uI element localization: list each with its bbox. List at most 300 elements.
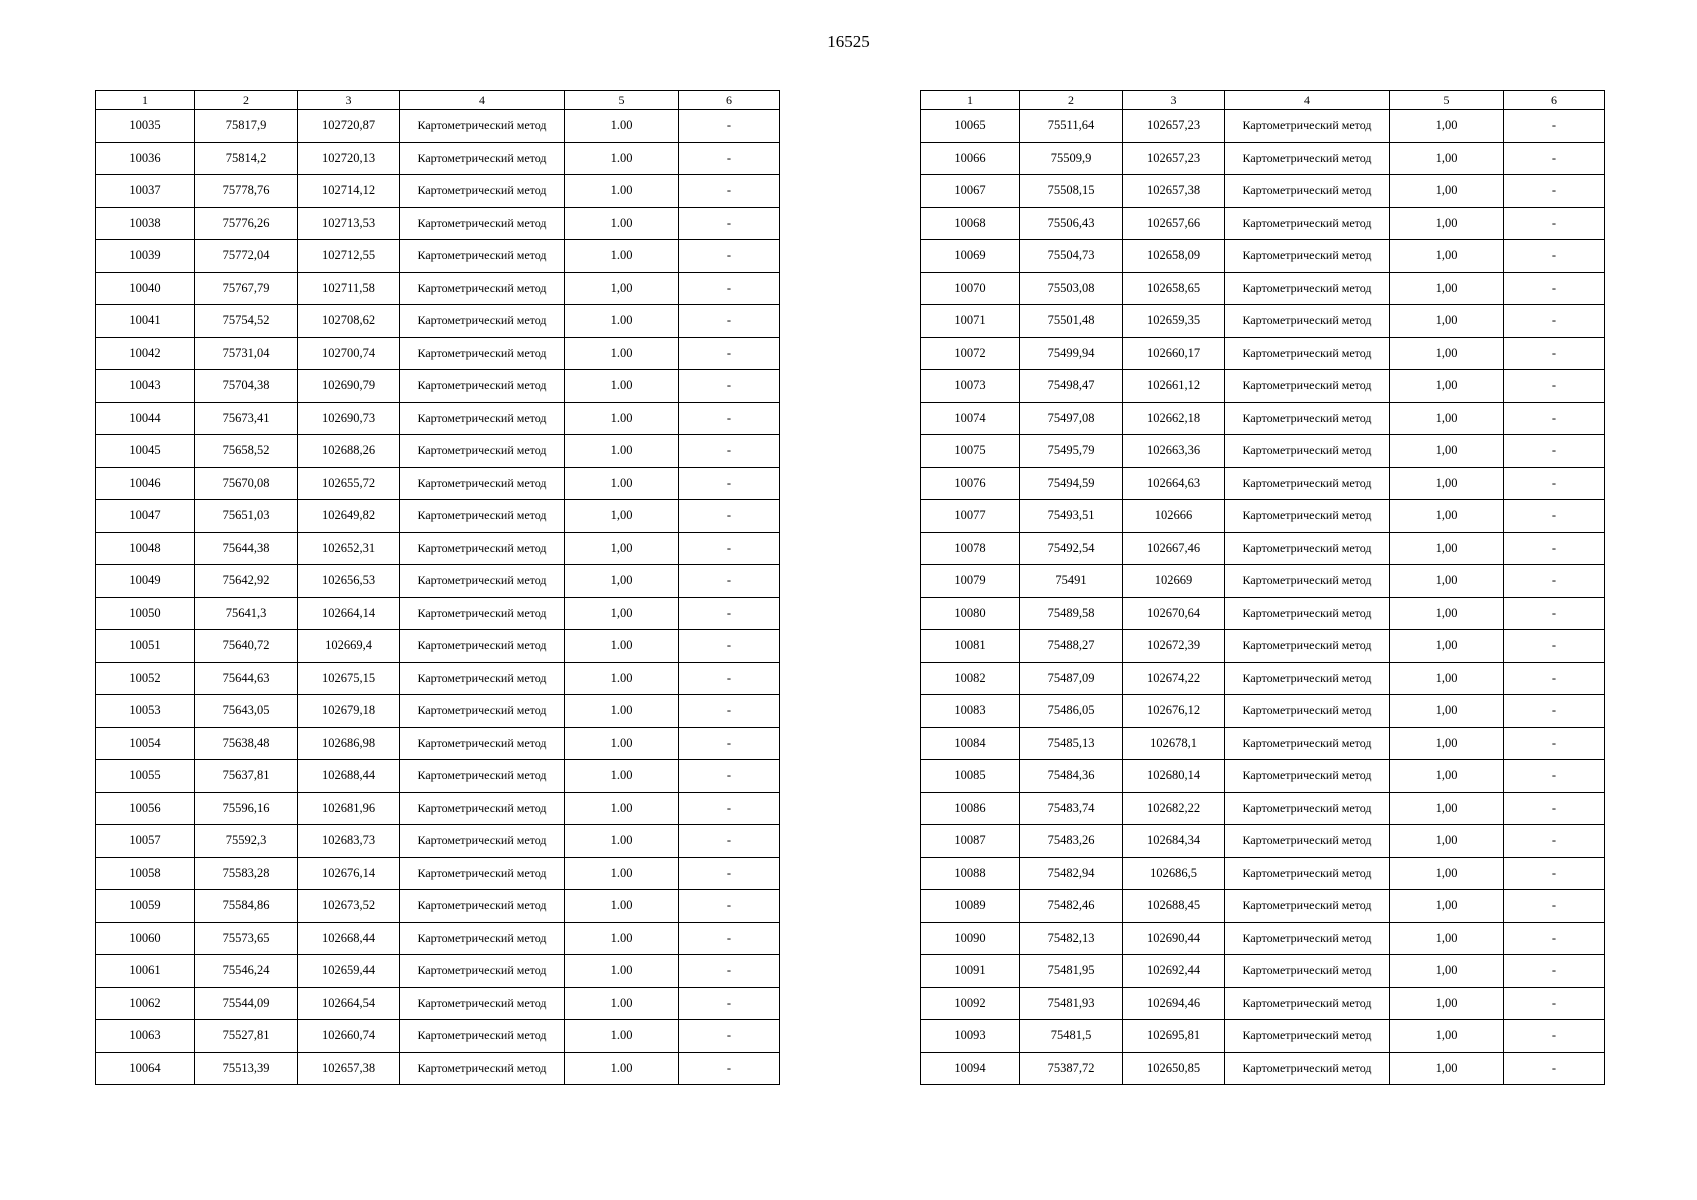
table-row — [921, 435, 1605, 468]
x-coordinate-cell: 75658,52 — [195, 435, 298, 468]
x-coordinate-cell: 75486,05 — [1020, 695, 1123, 728]
table-row — [921, 1020, 1605, 1053]
point-number-cell: 10045 — [96, 435, 195, 468]
point-number-cell: 10036 — [96, 142, 195, 175]
x-coordinate-cell: 75495,79 — [1020, 435, 1123, 468]
y-coordinate-cell: 102657,38 — [1123, 175, 1225, 208]
table-row — [921, 500, 1605, 533]
description-cell: - — [1504, 825, 1605, 858]
accuracy-cell: 1.00 — [565, 727, 679, 760]
accuracy-cell: 1.00 — [565, 467, 679, 500]
point-number-cell: 10084 — [921, 727, 1020, 760]
x-coordinate-cell: 75644,38 — [195, 532, 298, 565]
x-coordinate-cell: 75573,65 — [195, 922, 298, 955]
point-number-cell: 10086 — [921, 792, 1020, 825]
table-row — [921, 337, 1605, 370]
description-cell: - — [1504, 110, 1605, 143]
y-coordinate-cell: 102650,85 — [1123, 1052, 1225, 1085]
table-row — [96, 370, 780, 403]
description-cell: - — [679, 467, 780, 500]
point-number-cell: 10050 — [96, 597, 195, 630]
y-coordinate-cell: 102659,44 — [298, 955, 400, 988]
method-cell: Картометрический метод — [400, 597, 565, 630]
accuracy-cell: 1,00 — [1390, 305, 1504, 338]
method-cell: Картометрический метод — [400, 175, 565, 208]
y-coordinate-cell: 102695,81 — [1123, 1020, 1225, 1053]
y-coordinate-cell: 102667,46 — [1123, 532, 1225, 565]
table-row — [921, 792, 1605, 825]
point-number-cell: 10055 — [96, 760, 195, 793]
accuracy-cell: 1,00 — [1390, 500, 1504, 533]
table-row — [921, 760, 1605, 793]
table-row — [921, 857, 1605, 890]
y-coordinate-cell: 102657,66 — [1123, 207, 1225, 240]
accuracy-cell: 1,00 — [1390, 695, 1504, 728]
table-row — [96, 402, 780, 435]
method-cell: Картометрический метод — [1225, 987, 1390, 1020]
x-coordinate-cell: 75643,05 — [195, 695, 298, 728]
table-row — [921, 695, 1605, 728]
table-row — [96, 695, 780, 728]
table-row — [96, 662, 780, 695]
description-cell: - — [1504, 857, 1605, 890]
accuracy-cell: 1,00 — [1390, 825, 1504, 858]
method-cell: Картометрический метод — [400, 467, 565, 500]
table-header — [96, 91, 780, 110]
method-cell: Картометрический метод — [1225, 272, 1390, 305]
point-number-cell: 10065 — [921, 110, 1020, 143]
x-coordinate-cell: 75778,76 — [195, 175, 298, 208]
x-coordinate-cell: 75387,72 — [1020, 1052, 1123, 1085]
description-cell: - — [679, 630, 780, 663]
x-coordinate-cell: 75499,94 — [1020, 337, 1123, 370]
column-header: 4 — [400, 91, 565, 110]
table-row — [96, 337, 780, 370]
y-coordinate-cell: 102690,79 — [298, 370, 400, 403]
column-header: 6 — [1504, 91, 1605, 110]
x-coordinate-cell: 75492,54 — [1020, 532, 1123, 565]
method-cell: Картометрический метод — [1225, 1052, 1390, 1085]
description-cell: - — [679, 727, 780, 760]
table-row — [96, 175, 780, 208]
x-coordinate-cell: 75493,51 — [1020, 500, 1123, 533]
description-cell: - — [679, 857, 780, 890]
x-coordinate-cell: 75640,72 — [195, 630, 298, 663]
method-cell: Картометрический метод — [400, 1020, 565, 1053]
column-header: 2 — [1020, 91, 1123, 110]
column-header: 3 — [298, 91, 400, 110]
x-coordinate-cell: 75484,36 — [1020, 760, 1123, 793]
accuracy-cell: 1,00 — [1390, 987, 1504, 1020]
x-coordinate-cell: 75508,15 — [1020, 175, 1123, 208]
y-coordinate-cell: 102675,15 — [298, 662, 400, 695]
y-coordinate-cell: 102712,55 — [298, 240, 400, 273]
x-coordinate-cell: 75485,13 — [1020, 727, 1123, 760]
method-cell: Картометрический метод — [1225, 630, 1390, 663]
table-row — [96, 305, 780, 338]
header-row — [921, 91, 1605, 110]
description-cell: - — [1504, 760, 1605, 793]
x-coordinate-cell: 75544,09 — [195, 987, 298, 1020]
description-cell: - — [679, 597, 780, 630]
method-cell: Картометрический метод — [1225, 1020, 1390, 1053]
y-coordinate-cell: 102676,12 — [1123, 695, 1225, 728]
description-cell: - — [1504, 727, 1605, 760]
y-coordinate-cell: 102664,63 — [1123, 467, 1225, 500]
table-row — [96, 435, 780, 468]
x-coordinate-cell: 75527,81 — [195, 1020, 298, 1053]
point-number-cell: 10058 — [96, 857, 195, 890]
table-row — [96, 857, 780, 890]
point-number-cell: 10087 — [921, 825, 1020, 858]
table-row — [96, 597, 780, 630]
table-row — [921, 110, 1605, 143]
method-cell: Картометрический метод — [400, 435, 565, 468]
x-coordinate-cell: 75511,64 — [1020, 110, 1123, 143]
accuracy-cell: 1.00 — [565, 760, 679, 793]
point-number-cell: 10081 — [921, 630, 1020, 663]
column-header: 1 — [96, 91, 195, 110]
description-cell: - — [1504, 662, 1605, 695]
y-coordinate-cell: 102659,35 — [1123, 305, 1225, 338]
method-cell: Картометрический метод — [1225, 695, 1390, 728]
x-coordinate-cell: 75584,86 — [195, 890, 298, 923]
x-coordinate-cell: 75488,27 — [1020, 630, 1123, 663]
table-row — [921, 727, 1605, 760]
x-coordinate-cell: 75583,28 — [195, 857, 298, 890]
method-cell: Картометрический метод — [400, 532, 565, 565]
x-coordinate-cell: 75504,73 — [1020, 240, 1123, 273]
y-coordinate-cell: 102711,58 — [298, 272, 400, 305]
method-cell: Картометрический метод — [1225, 337, 1390, 370]
method-cell: Картометрический метод — [1225, 955, 1390, 988]
accuracy-cell: 1.00 — [565, 240, 679, 273]
accuracy-cell: 1,00 — [1390, 402, 1504, 435]
y-coordinate-cell: 102688,44 — [298, 760, 400, 793]
y-coordinate-cell: 102678,1 — [1123, 727, 1225, 760]
y-coordinate-cell: 102656,53 — [298, 565, 400, 598]
description-cell: - — [1504, 240, 1605, 273]
y-coordinate-cell: 102660,17 — [1123, 337, 1225, 370]
description-cell: - — [679, 110, 780, 143]
method-cell: Картометрический метод — [1225, 370, 1390, 403]
method-cell: Картометрический метод — [400, 305, 565, 338]
table-row — [921, 662, 1605, 695]
method-cell: Картометрический метод — [1225, 110, 1390, 143]
description-cell: - — [1504, 305, 1605, 338]
description-cell: - — [1504, 1052, 1605, 1085]
x-coordinate-cell: 75482,94 — [1020, 857, 1123, 890]
accuracy-cell: 1,00 — [1390, 890, 1504, 923]
method-cell: Картометрический метод — [400, 760, 565, 793]
description-cell: - — [1504, 955, 1605, 988]
y-coordinate-cell: 102657,23 — [1123, 110, 1225, 143]
x-coordinate-cell: 75513,39 — [195, 1052, 298, 1085]
point-number-cell: 10070 — [921, 272, 1020, 305]
description-cell: - — [1504, 792, 1605, 825]
point-number-cell: 10076 — [921, 467, 1020, 500]
y-coordinate-cell: 102655,72 — [298, 467, 400, 500]
x-coordinate-cell: 75641,3 — [195, 597, 298, 630]
accuracy-cell: 1.00 — [565, 1052, 679, 1085]
table-row — [921, 240, 1605, 273]
y-coordinate-cell: 102669,4 — [298, 630, 400, 663]
point-number-cell: 10094 — [921, 1052, 1020, 1085]
y-coordinate-cell: 102649,82 — [298, 500, 400, 533]
y-coordinate-cell: 102660,74 — [298, 1020, 400, 1053]
description-cell: - — [679, 922, 780, 955]
point-number-cell: 10059 — [96, 890, 195, 923]
y-coordinate-cell: 102684,34 — [1123, 825, 1225, 858]
y-coordinate-cell: 102664,14 — [298, 597, 400, 630]
accuracy-cell: 1,00 — [1390, 532, 1504, 565]
y-coordinate-cell: 102700,74 — [298, 337, 400, 370]
description-cell: - — [679, 890, 780, 923]
method-cell: Картометрический метод — [400, 337, 565, 370]
point-number-cell: 10040 — [96, 272, 195, 305]
table-row — [96, 142, 780, 175]
x-coordinate-cell: 75494,59 — [1020, 467, 1123, 500]
y-coordinate-cell: 102683,73 — [298, 825, 400, 858]
point-number-cell: 10035 — [96, 110, 195, 143]
method-cell: Картометрический метод — [1225, 402, 1390, 435]
coordinates-table-left — [95, 90, 780, 1085]
accuracy-cell: 1,00 — [1390, 370, 1504, 403]
description-cell: - — [679, 272, 780, 305]
y-coordinate-cell: 102686,98 — [298, 727, 400, 760]
x-coordinate-cell: 75592,3 — [195, 825, 298, 858]
method-cell: Картометрический метод — [1225, 142, 1390, 175]
method-cell: Картометрический метод — [400, 955, 565, 988]
x-coordinate-cell: 75481,5 — [1020, 1020, 1123, 1053]
table-row — [921, 890, 1605, 923]
point-number-cell: 10089 — [921, 890, 1020, 923]
column-header: 6 — [679, 91, 780, 110]
x-coordinate-cell: 75814,2 — [195, 142, 298, 175]
description-cell: - — [1504, 890, 1605, 923]
table-row — [96, 272, 780, 305]
table-row — [96, 760, 780, 793]
method-cell: Картометрический метод — [1225, 760, 1390, 793]
point-number-cell: 10044 — [96, 402, 195, 435]
table-row — [921, 272, 1605, 305]
accuracy-cell: 1,00 — [1390, 630, 1504, 663]
accuracy-cell: 1.00 — [565, 630, 679, 663]
method-cell: Картометрический метод — [400, 500, 565, 533]
point-number-cell: 10062 — [96, 987, 195, 1020]
point-number-cell: 10052 — [96, 662, 195, 695]
x-coordinate-cell: 75772,04 — [195, 240, 298, 273]
description-cell: - — [1504, 175, 1605, 208]
y-coordinate-cell: 102682,22 — [1123, 792, 1225, 825]
table-row — [921, 955, 1605, 988]
description-cell: - — [679, 565, 780, 598]
y-coordinate-cell: 102658,09 — [1123, 240, 1225, 273]
accuracy-cell: 1,00 — [1390, 727, 1504, 760]
y-coordinate-cell: 102690,44 — [1123, 922, 1225, 955]
point-number-cell: 10071 — [921, 305, 1020, 338]
table-row — [96, 727, 780, 760]
method-cell: Картометрический метод — [1225, 662, 1390, 695]
description-cell: - — [1504, 142, 1605, 175]
x-coordinate-cell: 75767,79 — [195, 272, 298, 305]
accuracy-cell: 1,00 — [1390, 272, 1504, 305]
description-cell: - — [1504, 1020, 1605, 1053]
accuracy-cell: 1,00 — [1390, 207, 1504, 240]
method-cell: Картометрический метод — [1225, 890, 1390, 923]
y-coordinate-cell: 102661,12 — [1123, 370, 1225, 403]
point-number-cell: 10043 — [96, 370, 195, 403]
accuracy-cell: 1.00 — [565, 662, 679, 695]
page-number: 16525 — [827, 32, 870, 51]
method-cell: Картометрический метод — [1225, 305, 1390, 338]
accuracy-cell: 1.00 — [565, 305, 679, 338]
table-row — [96, 825, 780, 858]
method-cell: Картометрический метод — [400, 987, 565, 1020]
x-coordinate-cell: 75638,48 — [195, 727, 298, 760]
description-cell: - — [679, 955, 780, 988]
description-cell: - — [679, 987, 780, 1020]
description-cell: - — [679, 175, 780, 208]
method-cell: Картометрический метод — [400, 110, 565, 143]
table-row — [921, 175, 1605, 208]
method-cell: Картометрический метод — [400, 662, 565, 695]
column-header: 5 — [1390, 91, 1504, 110]
accuracy-cell: 1.00 — [565, 955, 679, 988]
accuracy-cell: 1.00 — [565, 337, 679, 370]
x-coordinate-cell: 75483,26 — [1020, 825, 1123, 858]
x-coordinate-cell: 75637,81 — [195, 760, 298, 793]
description-cell: - — [679, 760, 780, 793]
description-cell: - — [1504, 630, 1605, 663]
method-cell: Картометрический метод — [1225, 435, 1390, 468]
description-cell: - — [679, 435, 780, 468]
x-coordinate-cell: 75497,08 — [1020, 402, 1123, 435]
point-number-cell: 10079 — [921, 565, 1020, 598]
point-number-cell: 10077 — [921, 500, 1020, 533]
table-row — [96, 792, 780, 825]
table-row — [96, 207, 780, 240]
description-cell: - — [1504, 272, 1605, 305]
table-row — [96, 1020, 780, 1053]
accuracy-cell: 1,00 — [1390, 240, 1504, 273]
y-coordinate-cell: 102688,26 — [298, 435, 400, 468]
y-coordinate-cell: 102720,13 — [298, 142, 400, 175]
point-number-cell: 10039 — [96, 240, 195, 273]
accuracy-cell: 1,00 — [565, 500, 679, 533]
table-row — [921, 565, 1605, 598]
method-cell: Картометрический метод — [1225, 857, 1390, 890]
x-coordinate-cell: 75481,95 — [1020, 955, 1123, 988]
point-number-cell: 10066 — [921, 142, 1020, 175]
point-number-cell: 10063 — [96, 1020, 195, 1053]
description-cell: - — [1504, 532, 1605, 565]
method-cell: Картометрический метод — [400, 727, 565, 760]
description-cell: - — [679, 305, 780, 338]
method-cell: Картометрический метод — [400, 792, 565, 825]
table-row — [921, 532, 1605, 565]
accuracy-cell: 1,00 — [1390, 792, 1504, 825]
column-header: 5 — [565, 91, 679, 110]
method-cell: Картометрический метод — [400, 272, 565, 305]
description-cell: - — [679, 695, 780, 728]
x-coordinate-cell: 75481,93 — [1020, 987, 1123, 1020]
description-cell: - — [679, 825, 780, 858]
y-coordinate-cell: 102690,73 — [298, 402, 400, 435]
x-coordinate-cell: 75642,92 — [195, 565, 298, 598]
x-coordinate-cell: 75482,46 — [1020, 890, 1123, 923]
table-row — [96, 1052, 780, 1085]
table-row — [96, 955, 780, 988]
accuracy-cell: 1,00 — [1390, 142, 1504, 175]
description-cell: - — [1504, 987, 1605, 1020]
table-row — [921, 825, 1605, 858]
description-cell: - — [1504, 370, 1605, 403]
method-cell: Картометрический метод — [1225, 922, 1390, 955]
accuracy-cell: 1,00 — [1390, 435, 1504, 468]
description-cell: - — [1504, 207, 1605, 240]
method-cell: Картометрический метод — [400, 825, 565, 858]
description-cell: - — [1504, 500, 1605, 533]
description-cell: - — [679, 1020, 780, 1053]
description-cell: - — [1504, 565, 1605, 598]
accuracy-cell: 1,00 — [1390, 597, 1504, 630]
accuracy-cell: 1.00 — [565, 110, 679, 143]
point-number-cell: 10054 — [96, 727, 195, 760]
method-cell: Картометрический метод — [1225, 565, 1390, 598]
accuracy-cell: 1,00 — [565, 565, 679, 598]
description-cell: - — [1504, 337, 1605, 370]
y-coordinate-cell: 102686,5 — [1123, 857, 1225, 890]
x-coordinate-cell: 75731,04 — [195, 337, 298, 370]
y-coordinate-cell: 102652,31 — [298, 532, 400, 565]
x-coordinate-cell: 75546,24 — [195, 955, 298, 988]
accuracy-cell: 1,00 — [1390, 662, 1504, 695]
description-cell: - — [679, 337, 780, 370]
point-number-cell: 10042 — [96, 337, 195, 370]
header-row — [96, 91, 780, 110]
table-row — [921, 987, 1605, 1020]
point-number-cell: 10092 — [921, 987, 1020, 1020]
y-coordinate-cell: 102713,53 — [298, 207, 400, 240]
table-row — [921, 467, 1605, 500]
y-coordinate-cell: 102657,38 — [298, 1052, 400, 1085]
description-cell: - — [1504, 467, 1605, 500]
y-coordinate-cell: 102666 — [1123, 500, 1225, 533]
table-row — [96, 565, 780, 598]
x-coordinate-cell: 75487,09 — [1020, 662, 1123, 695]
method-cell: Картометрический метод — [400, 370, 565, 403]
point-number-cell: 10051 — [96, 630, 195, 663]
table-row — [921, 597, 1605, 630]
accuracy-cell: 1,00 — [1390, 1052, 1504, 1085]
method-cell: Картометрический метод — [400, 1052, 565, 1085]
y-coordinate-cell: 102673,52 — [298, 890, 400, 923]
point-number-cell: 10046 — [96, 467, 195, 500]
x-coordinate-cell: 75498,47 — [1020, 370, 1123, 403]
x-coordinate-cell: 75670,08 — [195, 467, 298, 500]
point-number-cell: 10061 — [96, 955, 195, 988]
description-cell: - — [679, 207, 780, 240]
method-cell: Картометрический метод — [400, 565, 565, 598]
point-number-cell: 10074 — [921, 402, 1020, 435]
table-row — [921, 207, 1605, 240]
accuracy-cell: 1,00 — [1390, 110, 1504, 143]
description-cell: - — [1504, 922, 1605, 955]
x-coordinate-cell: 75776,26 — [195, 207, 298, 240]
accuracy-cell: 1,00 — [1390, 467, 1504, 500]
method-cell: Картометрический метод — [1225, 532, 1390, 565]
